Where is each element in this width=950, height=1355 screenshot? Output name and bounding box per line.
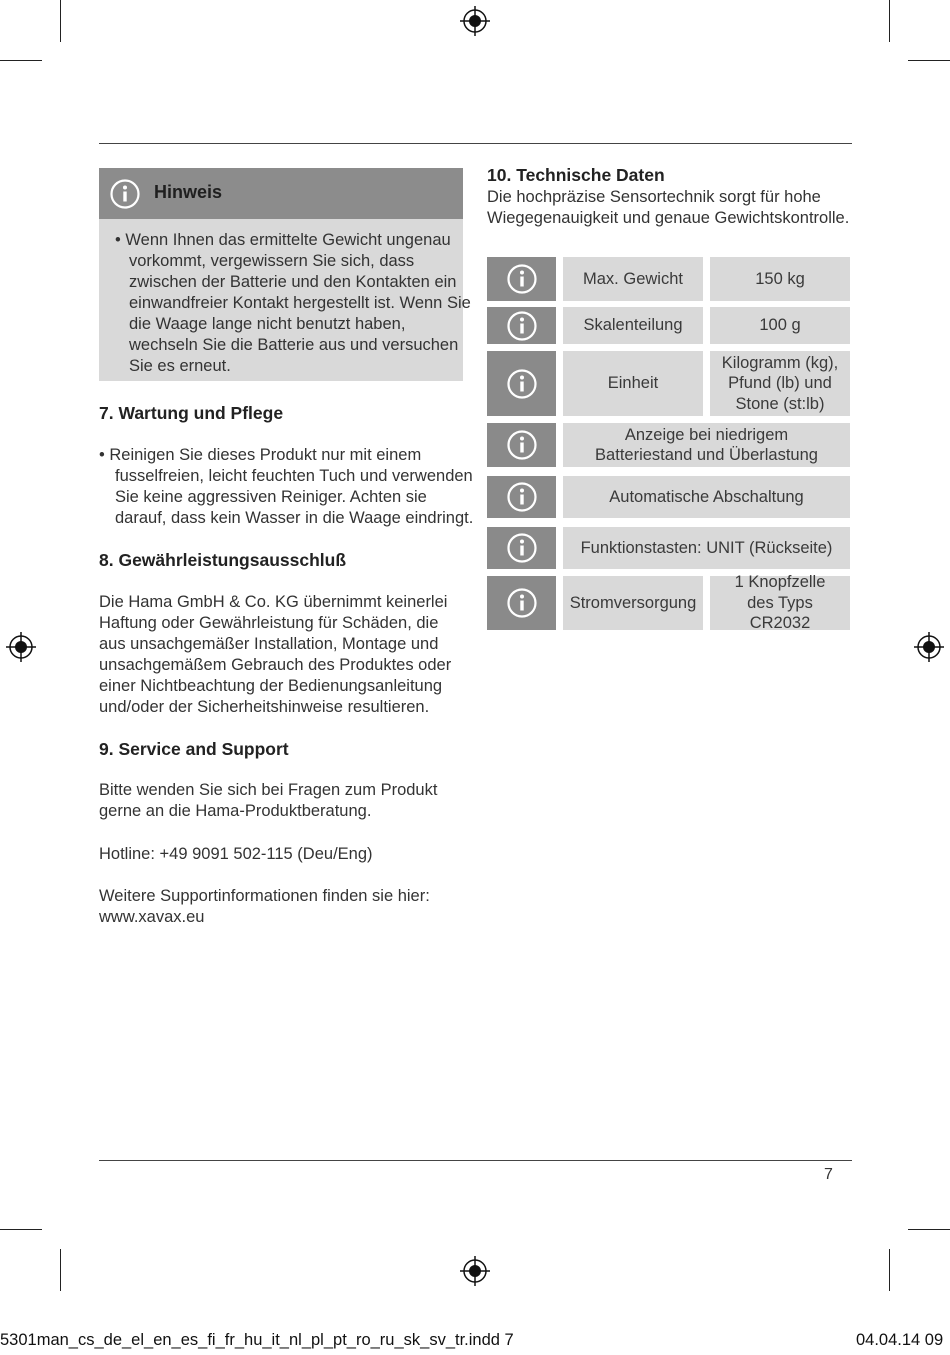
info-circle-icon (506, 263, 538, 295)
crop-mark (60, 1249, 61, 1291)
info-circle-icon (506, 587, 538, 619)
section-title-tech-data: 10. Technische Daten (487, 165, 665, 185)
registration-mark-icon (6, 632, 36, 662)
spec-value: 1 Knopfzelle des Typs CR2032 (710, 576, 850, 630)
service-text: Bitte wenden Sie sich bei Fragen zum Produkt gerne an die Hama-Produktberatung. (99, 781, 438, 820)
hotline-text: Hotline: +49 9091 502-115 (Deu/Eng) (99, 845, 373, 863)
info-icon-cell (487, 527, 556, 569)
maintenance-text: • Reinigen Sie dieses Produkt nur mit einem fusselfreien, leicht feuchten Tuch und verwenden Sie keine aggressiven Reiniger. Achten sie darauf, dass kein Wasser in die Waage eindringt. (99, 446, 474, 527)
page-number: 7 (824, 1166, 833, 1183)
spec-label: Stromversorgung (563, 576, 703, 630)
registration-mark-icon (460, 1256, 490, 1286)
info-circle-icon (506, 532, 538, 564)
crop-mark (0, 60, 42, 61)
info-icon-cell (487, 576, 556, 630)
spec-label: Max. Gewicht (563, 257, 703, 301)
header-rule (99, 143, 852, 144)
support-info-text: Weitere Supportinformationen finden sie hier: (99, 887, 430, 905)
info-circle-icon (506, 368, 538, 400)
support-url-link[interactable]: www.xavax.eu (99, 908, 205, 926)
spec-feature: Funktionstasten: UNIT (Rückseite) (563, 527, 850, 569)
note-header-label: Hinweis (154, 182, 223, 202)
footer-rule (99, 1160, 852, 1161)
section-title-warranty: 8. Gewährleistungsausschluß (99, 550, 347, 570)
info-icon-cell (487, 307, 556, 344)
spec-value: Kilogramm (kg), Pfund (lb) und Stone (st:lb) (710, 351, 850, 416)
warranty-text: Die Hama GmbH & Co. KG übernimmt keinerlei Haftung oder Gewährleistung für Schäden, die aus unsachgemäßer Installation, Montage und unsachgemäßem Gebrauch des Produktes oder einer Nichtbeachtung der Bedienungsanleitung und/oder der Sicherheitshinweise resultieren. (99, 593, 452, 716)
tech-intro-text: Die hochpräzise Sensortechnik sorgt für hohe Wiegegenauigkeit und genaue Gewichtskontrolle. (487, 188, 850, 227)
registration-mark-icon (460, 6, 490, 36)
info-icon-cell (487, 423, 556, 467)
info-icon-cell (487, 257, 556, 301)
crop-mark (0, 1229, 42, 1230)
note-text: • Wenn Ihnen das ermittelte Gewicht ungenau vorkommt, vergewissern Sie sich, dass zwischen der Batterie und den Kontakten ein einwandfreier Kontakt hergestellt ist. Wenn Sie die Waage lange nicht benutzt haben, wechseln Sie die Batterie aus und versuchen Sie es erneut. (115, 231, 471, 375)
section-title-maintenance: 7. Wartung und Pflege (99, 403, 284, 423)
note-header (99, 168, 463, 219)
info-circle-icon (506, 481, 538, 513)
footer-file-info: 5301man_cs_de_el_en_es_fi_fr_hu_it_nl_pl_pt_ro_ru_sk_sv_tr.indd 7 (0, 1331, 514, 1349)
crop-mark (889, 1249, 890, 1291)
info-circle-icon (506, 310, 538, 342)
spec-feature: Automatische Abschaltung (563, 476, 850, 518)
crop-mark (60, 0, 61, 42)
info-circle-icon (506, 429, 538, 461)
footer-date: 04.04.14 09 (856, 1331, 944, 1349)
info-circle-icon (109, 178, 141, 210)
crop-mark (908, 60, 950, 61)
section-title-service: 9. Service and Support (99, 739, 289, 759)
crop-mark (889, 0, 890, 42)
registration-mark-icon (914, 632, 944, 662)
spec-label: Skalenteilung (563, 307, 703, 344)
info-icon-cell (487, 351, 556, 416)
crop-mark (908, 1229, 950, 1230)
spec-value: 100 g (710, 307, 850, 344)
note-box (99, 168, 471, 381)
spec-label: Einheit (563, 351, 703, 416)
spec-value: 150 kg (710, 257, 850, 301)
info-icon-cell (487, 476, 556, 518)
spec-feature: Anzeige bei niedrigem Batteriestand und Überlastung (563, 423, 850, 467)
